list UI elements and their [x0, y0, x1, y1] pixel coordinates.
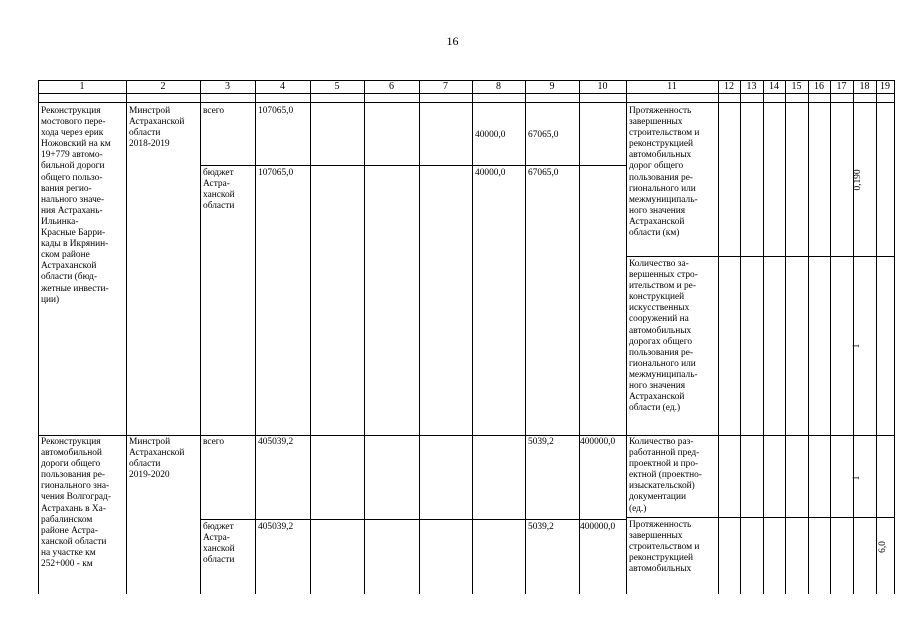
header-col-8: 8	[496, 81, 501, 92]
header-col-18: 18	[859, 81, 870, 92]
header-col-2: 2	[160, 81, 166, 92]
indicator-1-2: Количество за- вершенных стро- ительством и ре- конструкцией искусственных сооружений на автомобильных дорогах общего пользования ре- гионального или межмуниципаль- ного значения Астраханской области (ед.)	[629, 259, 698, 414]
project-name-2: Реконструкция автомобильной дороги общего пользования ре- гионального зна- чения Волгоград- Астрахань в Ха- рабалинском районе Астра- ханской области на участке км 252+000 - км	[41, 437, 111, 570]
header-col-19: 19	[880, 81, 890, 92]
r2-budget-col4: 405039,2	[258, 522, 294, 532]
header-col-15: 15	[791, 81, 802, 92]
header-col-7: 7	[443, 81, 448, 92]
header-col-13: 13	[746, 81, 757, 92]
header-col-5: 5	[334, 81, 340, 92]
header-col-17: 17	[836, 81, 847, 92]
source-total-1: всего	[203, 106, 225, 116]
r2-total-col4: 405039,2	[258, 437, 294, 447]
r2-budget-col9: 5039,2	[528, 522, 554, 532]
header-col-9: 9	[549, 81, 555, 92]
header-col-4: 4	[280, 81, 285, 92]
header-col-6: 6	[389, 81, 394, 92]
r1-ind1-col18: 0,190	[853, 169, 863, 191]
indicator-1-1: Протяженность завершенных строительством и реконструкцией автомобильных дорог общего пользования ре- гионального или межмуниципаль- ного значения Астраханской области (км)	[629, 106, 700, 239]
executor-1: Минстрой Астраханской области 2018-2019	[129, 106, 185, 150]
source-budget-2: бюджет Астра- ханской области	[203, 522, 235, 566]
indicator-2-1: Количество раз- работанной пред- проектной и про- ектной (проектно- изыскательской) документации (ед.)	[629, 437, 702, 514]
r1-total-col8: 40000,0	[475, 130, 506, 140]
r1-total-col9: 67065,0	[528, 130, 559, 140]
header-col-16: 16	[814, 81, 824, 92]
page-number: 16	[446, 34, 459, 48]
header-col-1: 1	[79, 81, 85, 92]
r2-budget-col10: 400000,0	[580, 522, 616, 532]
source-budget-1: бюджет Астра- ханской области	[203, 168, 235, 212]
header-col-14: 14	[769, 81, 779, 92]
project-name-1: Реконструкция мостового пере- хода через ерик Ножовский на км 19+779 автомо- бильной дороги общего пользо- вания регио- нального значе- ния Астрахань- Ильинка- Красные Барри- кады в Икрянин- ском районе Астраханской области (бюд- жетные инвести- ции)	[41, 106, 111, 305]
r2-total-col9: 5039,2	[528, 437, 554, 447]
indicator-2-2: Протяженность завершенных строительством и реконструкцией автомобильных	[629, 520, 700, 575]
source-total-2: всего	[203, 437, 225, 447]
r1-budget-col4: 107065,0	[258, 168, 294, 178]
r1-ind2-col18: 1	[852, 343, 862, 349]
header-col-11: 11	[667, 81, 677, 92]
r2-ind1-col18: 1	[852, 475, 862, 481]
r2-total-col10: 400000,0	[580, 437, 616, 447]
r2-ind2-col19: 6,0	[878, 541, 888, 553]
executor-2: Минстрой Астраханской области 2019-2020	[129, 437, 185, 481]
header-col-3: 3	[225, 81, 230, 92]
r1-budget-col8: 40000,0	[475, 168, 506, 178]
r1-total-col4: 107065,0	[258, 106, 294, 116]
header-col-12: 12	[724, 81, 734, 92]
header-col-10: 10	[597, 81, 608, 92]
r1-budget-col9: 67065,0	[528, 168, 559, 178]
